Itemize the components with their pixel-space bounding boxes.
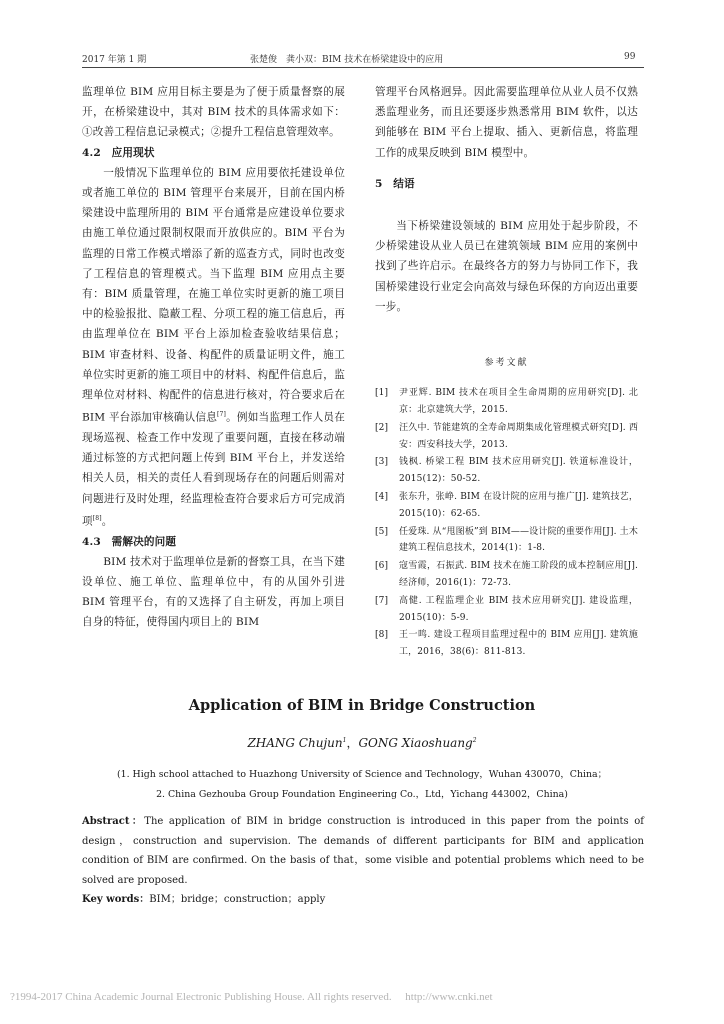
author-1: ZHANG Chujun [247, 736, 343, 750]
references-list [375, 385, 638, 661]
reference-text: 任爱珠. 从“甩图板”到 BIM——设计院的重要作用[J]. 土木建筑工程信息技术，2014(1)：1-8. [399, 526, 638, 554]
reference-number: [5] [375, 526, 389, 537]
citation-8[interactable]: [8] [92, 514, 102, 522]
reference-text: 寇雪霞，石振武. BIM 技术在施工阶段的成本控制应用[J]. 经济师，2016(1)：72-73. [399, 561, 638, 588]
reference-text: 高健. 工程监理企业 BIM 技术应用研究[J]. 建设监理，2015(10)：5-9. [399, 595, 638, 623]
abstract-label: Abstract： [82, 816, 145, 827]
reference-item [375, 524, 638, 558]
reference-item [375, 627, 638, 661]
paragraph-4-2 [82, 163, 345, 532]
header-issue: 2017 年第 1 期 [82, 55, 147, 65]
reference-item [375, 593, 638, 627]
author-2-affiliation-mark: 2 [472, 737, 477, 744]
section-heading-4-2: 4.2 应用现状 [82, 146, 155, 159]
reference-item [375, 385, 638, 419]
reference-number: [1] [375, 388, 389, 399]
english-title: Application of BIM in Bridge Construction [188, 697, 536, 714]
reference-item [375, 489, 638, 523]
header-article-title: 张楚俊 龚小双：BIM 技术在桥梁建设中的应用 [250, 55, 444, 65]
copyright-footer: ?1994-2017 China Academic Journal Electronic Publishing House. All rights reserved. http://www.cnki.net [10, 991, 493, 1003]
author-1-affiliation-mark: 1 [342, 737, 347, 744]
references-title: 参考文献 [484, 358, 529, 369]
reference-number: [3] [375, 457, 389, 468]
english-abstract-block [82, 812, 644, 910]
citation-7[interactable]: [7] [217, 411, 226, 419]
author-2: GONG Xiaoshuang [358, 736, 473, 750]
keywords-label: Key words： [82, 894, 150, 906]
reference-text: 张东升，张峥. BIM 在设计院的应用与推广[J]. 建筑技艺，2015(10)：62-65. [399, 492, 638, 519]
paragraph-right-continued: 管理平台风格迥异。因此需要监理单位从业人员不仅熟悉监理业务，而且还要逐步熟悉常用 BIM 软件，以达到能够在 BIM 平台上提取、插入、更新信息，将监理工作的成果反映到 BIM 模型中。 [375, 86, 638, 159]
paragraph-continued: 监理单位 BIM 应用目标主要是为了便于质量督察的展开，在桥梁建设中，其对 BIM 技术的具体需求如下：①改善工程信息记录模式；②提升工程信息管理效率。 [82, 86, 345, 139]
keywords-text: BIM；bridge；construction；apply [149, 894, 326, 906]
header-page-number: 99 [624, 52, 636, 62]
section-heading-4-3: 4.3 需解决的问题 [82, 535, 177, 548]
keywords-paragraph [82, 890, 644, 910]
reference-number: [4] [375, 492, 389, 503]
abstract-paragraph [82, 812, 644, 890]
reference-text: 钱枫. 桥梁工程 BIM 技术应用研究[J]. 铁道标准设计，2015(12)：50-52. [399, 457, 638, 485]
paragraph-4-2-text-b: 。例如当监理工作人员在现场巡视、检查工作中发现了重要问题，直接在移动端通过标签的方式把问题上传到 BIM 平台上，并发送给相关人员，相关的责任人看到现场存在的问题后则需对问题进行及时处理，经监理检查符合要求后方可完成消项 [82, 411, 345, 528]
reference-item [375, 454, 638, 488]
header-rule [82, 67, 644, 68]
reference-text: 尹亚辉. BIM 技术在项目全生命周期的应用研究[D]. 北京：北京建筑大学，2015. [399, 388, 638, 416]
reference-number: [8] [375, 630, 389, 641]
reference-item [375, 420, 638, 454]
reference-text: 汪久中. 节能建筑的全寿命周期集成化管理模式研究[D]. 西安：西安科技大学，2013. [399, 422, 638, 450]
affiliation-1: (1. High school attached to Huazhong University of Science and Technology，Wuhan 430070，China； [116, 769, 608, 780]
reference-number: [7] [375, 595, 389, 606]
paragraph-4-2-text: 一般情况下监理单位的 BIM 应用要依托建设单位或者施工单位的 BIM 管理平台来展开，目前在国内桥梁建设中监理所用的 BIM 平台通常是应建设单位要求由施工单位通过限制权限而开放供应的。BIM 平台为监理的日常工作模式增添了新的巡查方式，同时也改变了工程信息的管理模式。当下监理 BIM 应用点主要有：BIM 质量管理，在施工单位实时更新的施工项目中的检验报批、隐蔽工程、分项工程的施工信息后，再由监理单位在 BIM 平台上添加检查验收结果信息；BIM 审查材料、设备、构配件的质量证明文件，施工单位实时更新的施工项目中的材料、构配件信息后，监理单位对材料、构配件的信息进行核对，符合要求后在 BIM 平台添加审核确认信息 [82, 166, 345, 424]
left-column [82, 82, 345, 633]
reference-item [375, 558, 638, 592]
reference-number: [6] [375, 561, 389, 572]
right-column [375, 82, 638, 662]
abstract-text: The application of BIM in bridge construction is introduced in this paper from the points of design，construction and supervision. The demands of different participants for BIM and application condition of BIM are confirmed. On the basis of that，some visible and potential problems which need to be solved are proposed. [82, 816, 644, 886]
reference-number: [2] [375, 422, 389, 433]
english-authors [0, 734, 724, 751]
section-heading-5: 5 结语 [375, 177, 415, 190]
reference-text: 王一鸣. 建设工程项目监理过程中的 BIM 应用[J]. 建筑施工，2016，38(6)：811-813. [399, 630, 638, 658]
author-separator: ， [346, 736, 359, 750]
paragraph-conclusion: 当下桥梁建设领域的 BIM 应用处于起步阶段，不少桥梁建设从业人员已在建筑领域 BIM 应用的案例中找到了些许启示。在最终各方的努力与协同工作下，我国桥梁建设行业定会向高效与绿色环保的方向迈出重要一步。 [375, 220, 638, 313]
paragraph-4-2-text-c: 。 [101, 515, 113, 528]
affiliation-2: 2. China Gezhouba Group Foundation Engineering Co.，Ltd，Yichang 443002，China) [156, 789, 568, 800]
paragraph-4-3: BIM 技术对于监理单位是新的督察工具，在当下建设单位、施工单位、监理单位中，有的从国外引进 BIM 管理平台，有的又选择了自主研发，再加上项目自身的特征，使得国内项目上的 BIM [82, 555, 345, 629]
